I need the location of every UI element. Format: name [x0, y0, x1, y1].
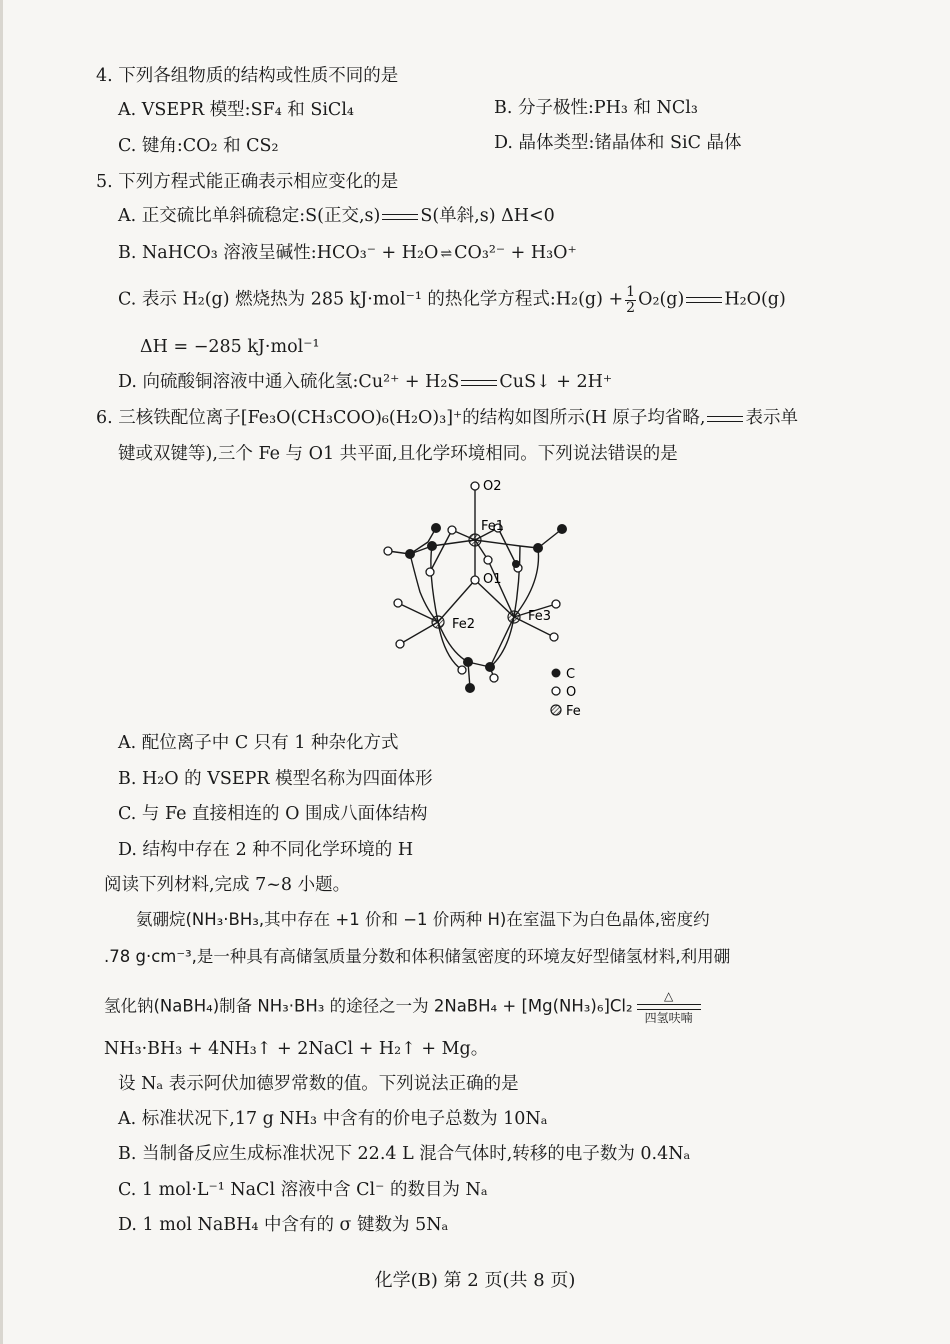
- page-edge: [0, 0, 3, 1344]
- q6-stem-line1: [96, 410, 798, 428]
- q4-option-b: B. 分子极性:PH₃ 和 NCl₃: [494, 98, 698, 118]
- label-o2: O2: [483, 479, 502, 494]
- reaction-condition-arrow: [637, 990, 701, 1024]
- q6-option-d: D. 结构中存在 2 种不同化学环境的 H: [118, 840, 414, 860]
- q5-b-right: CO₃²⁻ + H₃O⁺: [454, 243, 577, 263]
- q5-c-mid: O₂(g): [638, 289, 685, 310]
- q6-option-b: B. H₂O 的 VSEPR 模型名称为四面体形: [118, 769, 433, 789]
- q5-option-b: [118, 245, 577, 263]
- q5-a-left: A. 正交硫比单斜硫稳定:S(正交,s): [118, 206, 381, 226]
- material-line3: [104, 990, 705, 1024]
- q7-option-b: B. 当制备反应生成标准状况下 22.4 L 混合气体时,转移的电子数为 0.4Nₐ: [118, 1144, 691, 1164]
- q5-option-a: [118, 208, 555, 226]
- fraction-one-half: [625, 285, 636, 315]
- material-line3-text: 氢化钠(NaBH₄)制备 NH₃·BH₃ 的途径之一为 2NaBH₄ + [Mg(NH₃)₆]Cl₂: [104, 996, 633, 1016]
- legend-oxygen-icon: [552, 687, 560, 695]
- legend-iron-icon: [551, 705, 561, 715]
- q7-option-d: D. 1 mol NaBH₄ 中含有的 σ 键数为 5Nₐ: [118, 1215, 449, 1235]
- material-line1: 氨硼烷(NH₃·BH₃,其中存在 +1 价和 −1 价两种 H)在室温下为白色晶体,密度约: [136, 910, 710, 929]
- material-line4: NH₃·BH₃ + 4NH₃↑ + 2NaCl + H₂↑ + Mg。: [104, 1039, 489, 1059]
- q6-option-a: A. 配位离子中 C 只有 1 种杂化方式: [118, 733, 399, 753]
- q5-c-right: H₂O(g): [724, 289, 786, 310]
- fraction-numerator: 1: [626, 284, 636, 300]
- material-line2: .78 g·cm⁻³,是一种具有高储氢质量分数和体积储氢密度的环境友好型储氢材料,利用硼: [104, 947, 731, 966]
- q5-d-left: D. 向硫酸铜溶液中通入硫化氢:Cu²⁺ + H₂S: [118, 372, 460, 392]
- label-fe3: Fe3: [528, 609, 552, 624]
- q5-option-d: [118, 374, 612, 392]
- legend-carbon-icon: [552, 669, 561, 678]
- heat-symbol: △: [664, 989, 674, 1003]
- material-intro: 阅读下列材料,完成 7~8 小题。: [104, 875, 351, 895]
- solvent-label: 四氢呋喃: [644, 1011, 693, 1025]
- legend-iron-label: Fe: [566, 704, 581, 719]
- bond-lines: [388, 486, 562, 688]
- reversible-arrow-icon: ⇌: [440, 245, 453, 262]
- equals-arrow-icon: [461, 380, 497, 386]
- equals-arrow-icon: [637, 1004, 701, 1010]
- q5-stem: 5. 下列方程式能正确表示相应变化的是: [96, 172, 399, 192]
- q5-a-right: S(单斜,s) ΔH<0: [420, 206, 555, 226]
- label-o1: O1: [483, 572, 502, 587]
- equals-arrow-icon: [382, 214, 418, 220]
- q5-c-enthalpy: ΔH = −285 kJ·mol⁻¹: [140, 337, 320, 357]
- page-footer: 化学(B) 第 2 页(共 8 页): [374, 1270, 576, 1291]
- q6-stem-line1-end: 表示单: [745, 408, 798, 428]
- q5-option-c: [118, 285, 786, 315]
- fraction-denominator: 2: [626, 299, 636, 316]
- q4-stem: 4. 下列各组物质的结构或性质不同的是: [96, 66, 399, 86]
- bond-symbol-icon: [707, 416, 743, 422]
- q7-option-c: C. 1 mol·L⁻¹ NaCl 溶液中含 Cl⁻ 的数目为 Nₐ: [118, 1180, 488, 1200]
- q5-b-left: B. NaHCO₃ 溶液呈碱性:HCO₃⁻ + H₂O: [118, 243, 439, 263]
- q5-c-left: C. 表示 H₂(g) 燃烧热为 285 kJ·mol⁻¹ 的热化学方程式:H₂(g) +: [118, 289, 624, 310]
- q4-option-d: D. 晶体类型:锗晶体和 SiC 晶体: [494, 133, 742, 153]
- q7-stem: 设 Nₐ 表示阿伏加德罗常数的值。下列说法正确的是: [118, 1074, 519, 1094]
- legend-oxygen-label: O: [566, 685, 577, 700]
- q6-option-c: C. 与 Fe 直接相连的 O 围成八面体结构: [118, 804, 428, 824]
- central-oxygen-atom: [471, 576, 479, 584]
- q7-option-a: A. 标准状况下,17 g NH₃ 中含有的价电子总数为 10Nₐ: [118, 1109, 548, 1129]
- legend-carbon-label: C: [566, 667, 576, 682]
- q6-stem-line2: 键或双键等),三个 Fe 与 O1 共平面,且化学环境相同。下列说法错误的是: [118, 444, 678, 464]
- label-fe2: Fe2: [452, 617, 476, 632]
- label-fe1: Fe1: [481, 519, 505, 534]
- fe3o-structure-figure: [370, 472, 600, 722]
- q4-option-c: C. 键角:CO₂ 和 CS₂: [118, 136, 279, 156]
- q5-d-right: CuS↓ + 2H⁺: [499, 372, 613, 392]
- q4-option-a: A. VSEPR 模型:SF₄ 和 SiCl₄: [118, 100, 354, 120]
- q6-stem-line1-start: 6. 三核铁配位离子[Fe₃O(CH₃COO)₆(H₂O)₃]⁺的结构如图所示(H 原子均省略,: [96, 408, 706, 428]
- equals-arrow-icon: [686, 297, 722, 303]
